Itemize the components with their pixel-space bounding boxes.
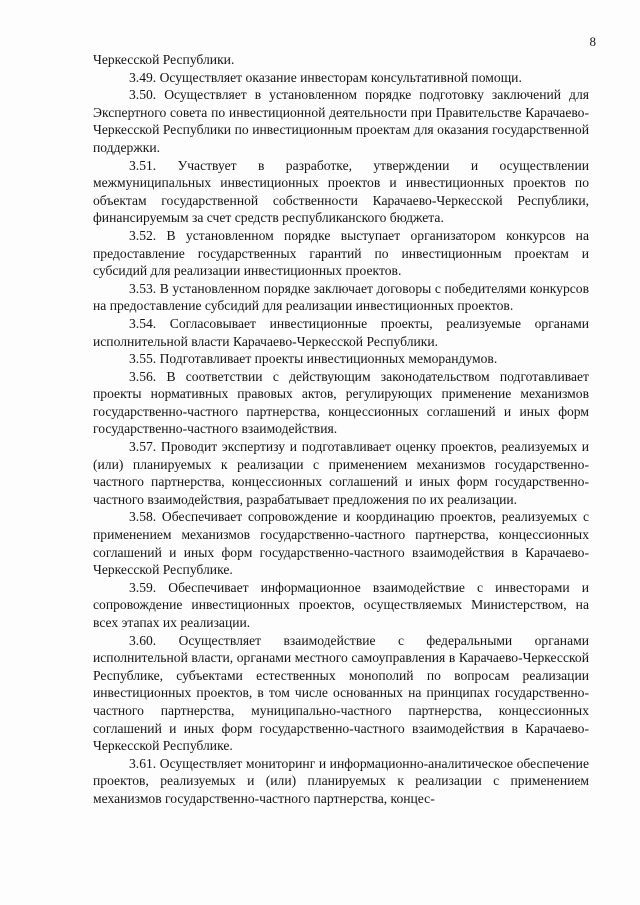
clause-3-54: 3.54. Согласовывает инвестиционные проекты, реализуемые органами исполнительной власти Карачаево-Черкесской Республики.	[93, 315, 589, 349]
clause-3-53: 3.53. В установленном порядке заключает договоры с победителями конкурсов на предоставление субсидий для реализации инвестиционных проектов.	[93, 280, 589, 314]
clause-3-58: 3.58. Обеспечивает сопровождение и координацию проектов, реализуемых с применением механизмов государственно-частного партнерства, концессионных соглашений и иных форм государственно-частного взаимодействия в Карачаево-Черкесской Республике.	[93, 509, 589, 578]
clause-3-57: 3.57. Проводит экспертизу и подготавливает оценку проектов, реализуемых и (или) планируемых к реализации с применением механизмов государственно-частного партнерства, концессионных соглашений и иных форм государственно-частного взаимодействия, разрабатывает предложения по их реализации.	[93, 439, 589, 507]
clause-3-50: 3.50. Осуществляет в установленном порядке подготовку заключений для Экспертного совета по инвестиционной деятельности при Правительстве Карачаево-Черкесской Республики по инвестиционным проектам для оказания государственной поддержки.	[93, 87, 589, 155]
clause-3-49: 3.49. Осуществляет оказание инвесторам консультативной помощи.	[129, 69, 522, 85]
lead-continuation: Черкесской Республики.	[93, 52, 235, 67]
clause-3-52: 3.52. В установленном порядке выступает организатором конкурсов на предоставление государственных гарантий по инвестиционным проектам и субсидий для реализации инвестиционных проектов.	[93, 227, 589, 279]
document-body	[93, 51, 589, 808]
clause-3-56: 3.56. В соответствии с действующим законодательством подготавливает проекты нормативных правовых актов, регулирующих применение механизмов государственно-частного партнерства, концессионных соглашений и иных форм государственно-частного взаимодействия.	[93, 368, 589, 437]
clause-3-51: 3.51. Участвует в разработке, утверждении и осуществлении межмуниципальных инвестиционных проектов и инвестиционных проектов по объектам государственной собственности Карачаево-Черкесской Республики, финансируемым за счет средств республиканского бюджета.	[93, 157, 589, 226]
clause-3-59: 3.59. Обеспечивает информационное взаимодействие с инвесторами и сопровождение инвестиционных проектов, осуществляемых Министерством, на всех этапах их реализации.	[93, 579, 589, 630]
clause-3-61: 3.61. Осуществляет мониторинг и информационно-аналитическое обеспечение проектов, реализуемых и (или) планируемых к реализации с применением механизмов государственно-частного партнерства, концес-	[93, 755, 589, 806]
clause-3-55: 3.55. Подготавливает проекты инвестиционных меморандумов.	[129, 351, 498, 367]
page-number: 8	[589, 34, 596, 49]
clause-3-60: 3.60. Осуществляет взаимодействие с федеральными органами исполнительной власти, органами местного самоуправления в Карачаево-Черкесской Республике, субъектами естественных монополий по вопросам реализации инвестиционных проектов, в том числе основанных на принципах государственно-частного партнерства, муниципально-частного партнерства, концессионных соглашений и иных форм государственно-частного взаимодействия в Карачаево-Черкесской Республике.	[93, 632, 589, 754]
